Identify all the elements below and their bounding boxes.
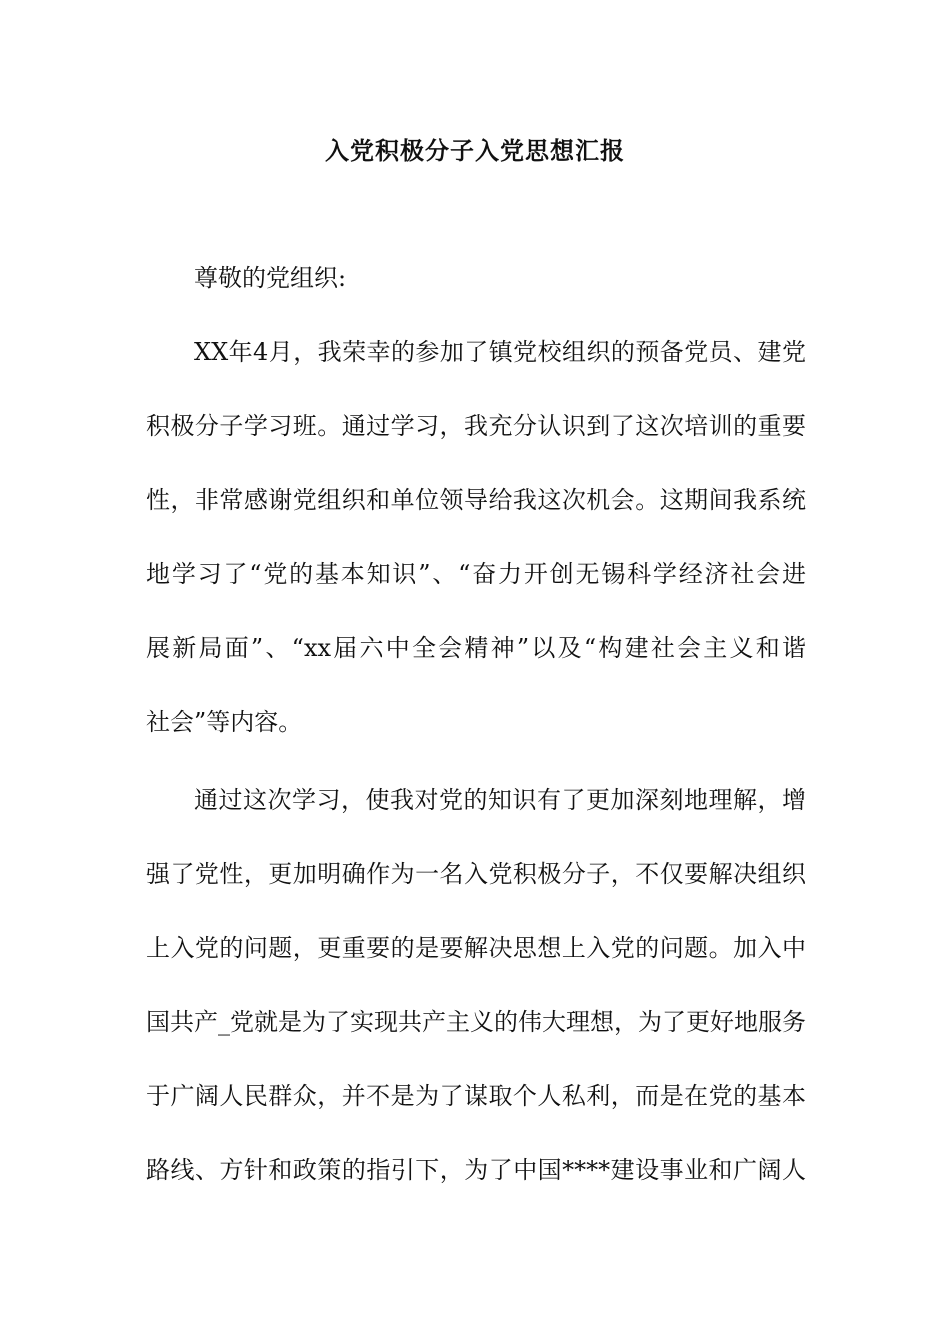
- paragraph-1-line-5: 展新局面”、“xx届六中全会精神”以及“构建社会主义和谐: [146, 634, 806, 662]
- document-title: 入党积极分子入党思想汇报: [325, 136, 625, 165]
- paragraph-2-line-4: 国共产_党就是为了实现共产主义的伟大理想，为了更好地服务: [146, 1008, 806, 1036]
- paragraph-1-line-4: 地学习了“党的基本知识”、“奋力开创无锡科学经济社会进: [146, 560, 806, 588]
- paragraph-2-line-3: 上入党的问题，更重要的是要解决思想上入党的问题。加入中: [146, 934, 806, 962]
- paragraph-2-line-2: 强了党性，更加明确作为一名入党积极分子，不仅要解决组织: [146, 860, 806, 888]
- paragraph-1-line-2: 积极分子学习班。通过学习，我充分认识到了这次培训的重要: [146, 412, 806, 440]
- salutation: 尊敬的党组织:: [194, 264, 347, 292]
- paragraph-2-line-5: 于广阔人民群众，并不是为了谋取个人私利，而是在党的基本: [146, 1082, 806, 1110]
- paragraph-2-line-1: 通过这次学习，使我对党的知识有了更加深刻地理解，增: [194, 786, 806, 814]
- paragraph-1-line-6: 社会”等内容。: [146, 708, 303, 736]
- paragraph-2-line-6: 路线、方针和政策的指引下，为了中国****建设事业和广阔人: [146, 1156, 806, 1184]
- paragraph-1-line-3: 性，非常感谢党组织和单位领导给我这次机会。这期间我系统: [146, 486, 806, 514]
- paragraph-1-line-1: XX年4月，我荣幸的参加了镇党校组织的预备党员、建党: [194, 338, 806, 366]
